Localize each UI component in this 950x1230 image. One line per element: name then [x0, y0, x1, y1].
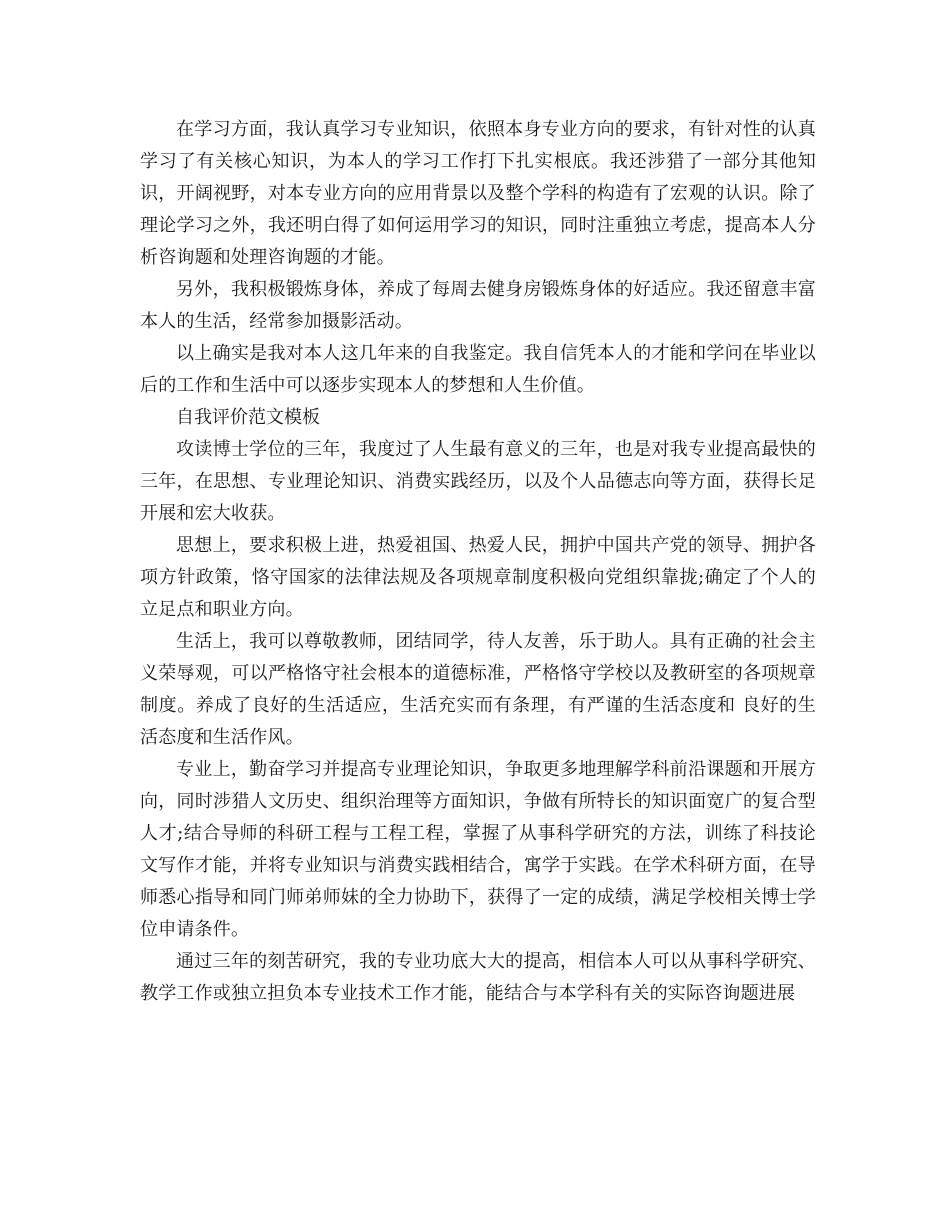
- paragraph-thought: 思想上，要求积极上进，热爱祖国、热爱人民，拥护中国共产党的领导、拥护各项方针政策，恪守国家的法律法规及各项规章制度积极向党组织靠拢;确定了个人的立足点和职业方向。: [140, 535, 816, 620]
- paragraph-conclusion: 以上确实是我对本人这几年来的自我鉴定。我自信凭本人的才能和学问在毕业以后的工作和生活中可以逐步实现本人的梦想和人生价值。: [140, 343, 816, 396]
- paragraph-professional: 专业上，勤奋学习并提高专业理论知识，争取更多地理解学科前沿课题和开展方向，同时涉猎人文历史、组织治理等方面知识，争做有所特长的知识面宽广的复合型人才;结合导师的科研工程与工程工程，掌握了从事科学研究的方法，训练了科技论文写作才能，并将专业知识与消费实践相结合，寓学于实践。在学术科研方面，在导师悉心指导和同门师弟师妹的全力协助下，获得了一定的成绩，满足学校相关博士学位申请条件。: [140, 759, 816, 940]
- paragraph-study: 在学习方面，我认真学习专业知识，依照本身专业方向的要求，有针对性的认真学习了有关核心知识，为本人的学习工作打下扎实根底。我还涉猎了一部分其他知识，开阔视野，对本专业方向的应用背景以及整个学科的构造有了宏观的认识。除了理论学习之外，我还明白得了如何运用学习的知识，同时注重独立考虑，提高本人分析咨询题和处理咨询题的才能。: [140, 119, 816, 268]
- paragraph-research: 通过三年的刻苦研究，我的专业功底大大的提高，相信本人可以从事科学研究、教学工作或独立担负本专业技术工作才能，能结合与本学科有关的实际咨询题进展: [140, 951, 816, 1004]
- section-heading: 自我评价范文模板: [176, 407, 320, 428]
- paragraph-phd-intro: 攻读博士学位的三年，我度过了人生最有意义的三年，也是对我专业提高最快的三年，在思想、专业理论知识、消费实践经历，以及个人品德志向等方面，获得长足开展和宏大收获。: [140, 439, 816, 524]
- paragraph-life: 生活上，我可以尊敬教师，团结同学，待人友善，乐于助人。具有正确的社会主义荣辱观，可以严格恪守社会根本的道德标准，严格恪守学校以及教研室的各项规章制度。养成了良好的生活适应，生活充实而有条理，有严谨的生活态度和 良好的生活态度和生活作风。: [140, 631, 816, 748]
- document-body: [140, 114, 816, 1010]
- paragraph-exercise: 另外，我积极锻炼身体，养成了每周去健身房锻炼身体的好适应。我还留意丰富本人的生活，经常参加摄影活动。: [140, 279, 816, 332]
